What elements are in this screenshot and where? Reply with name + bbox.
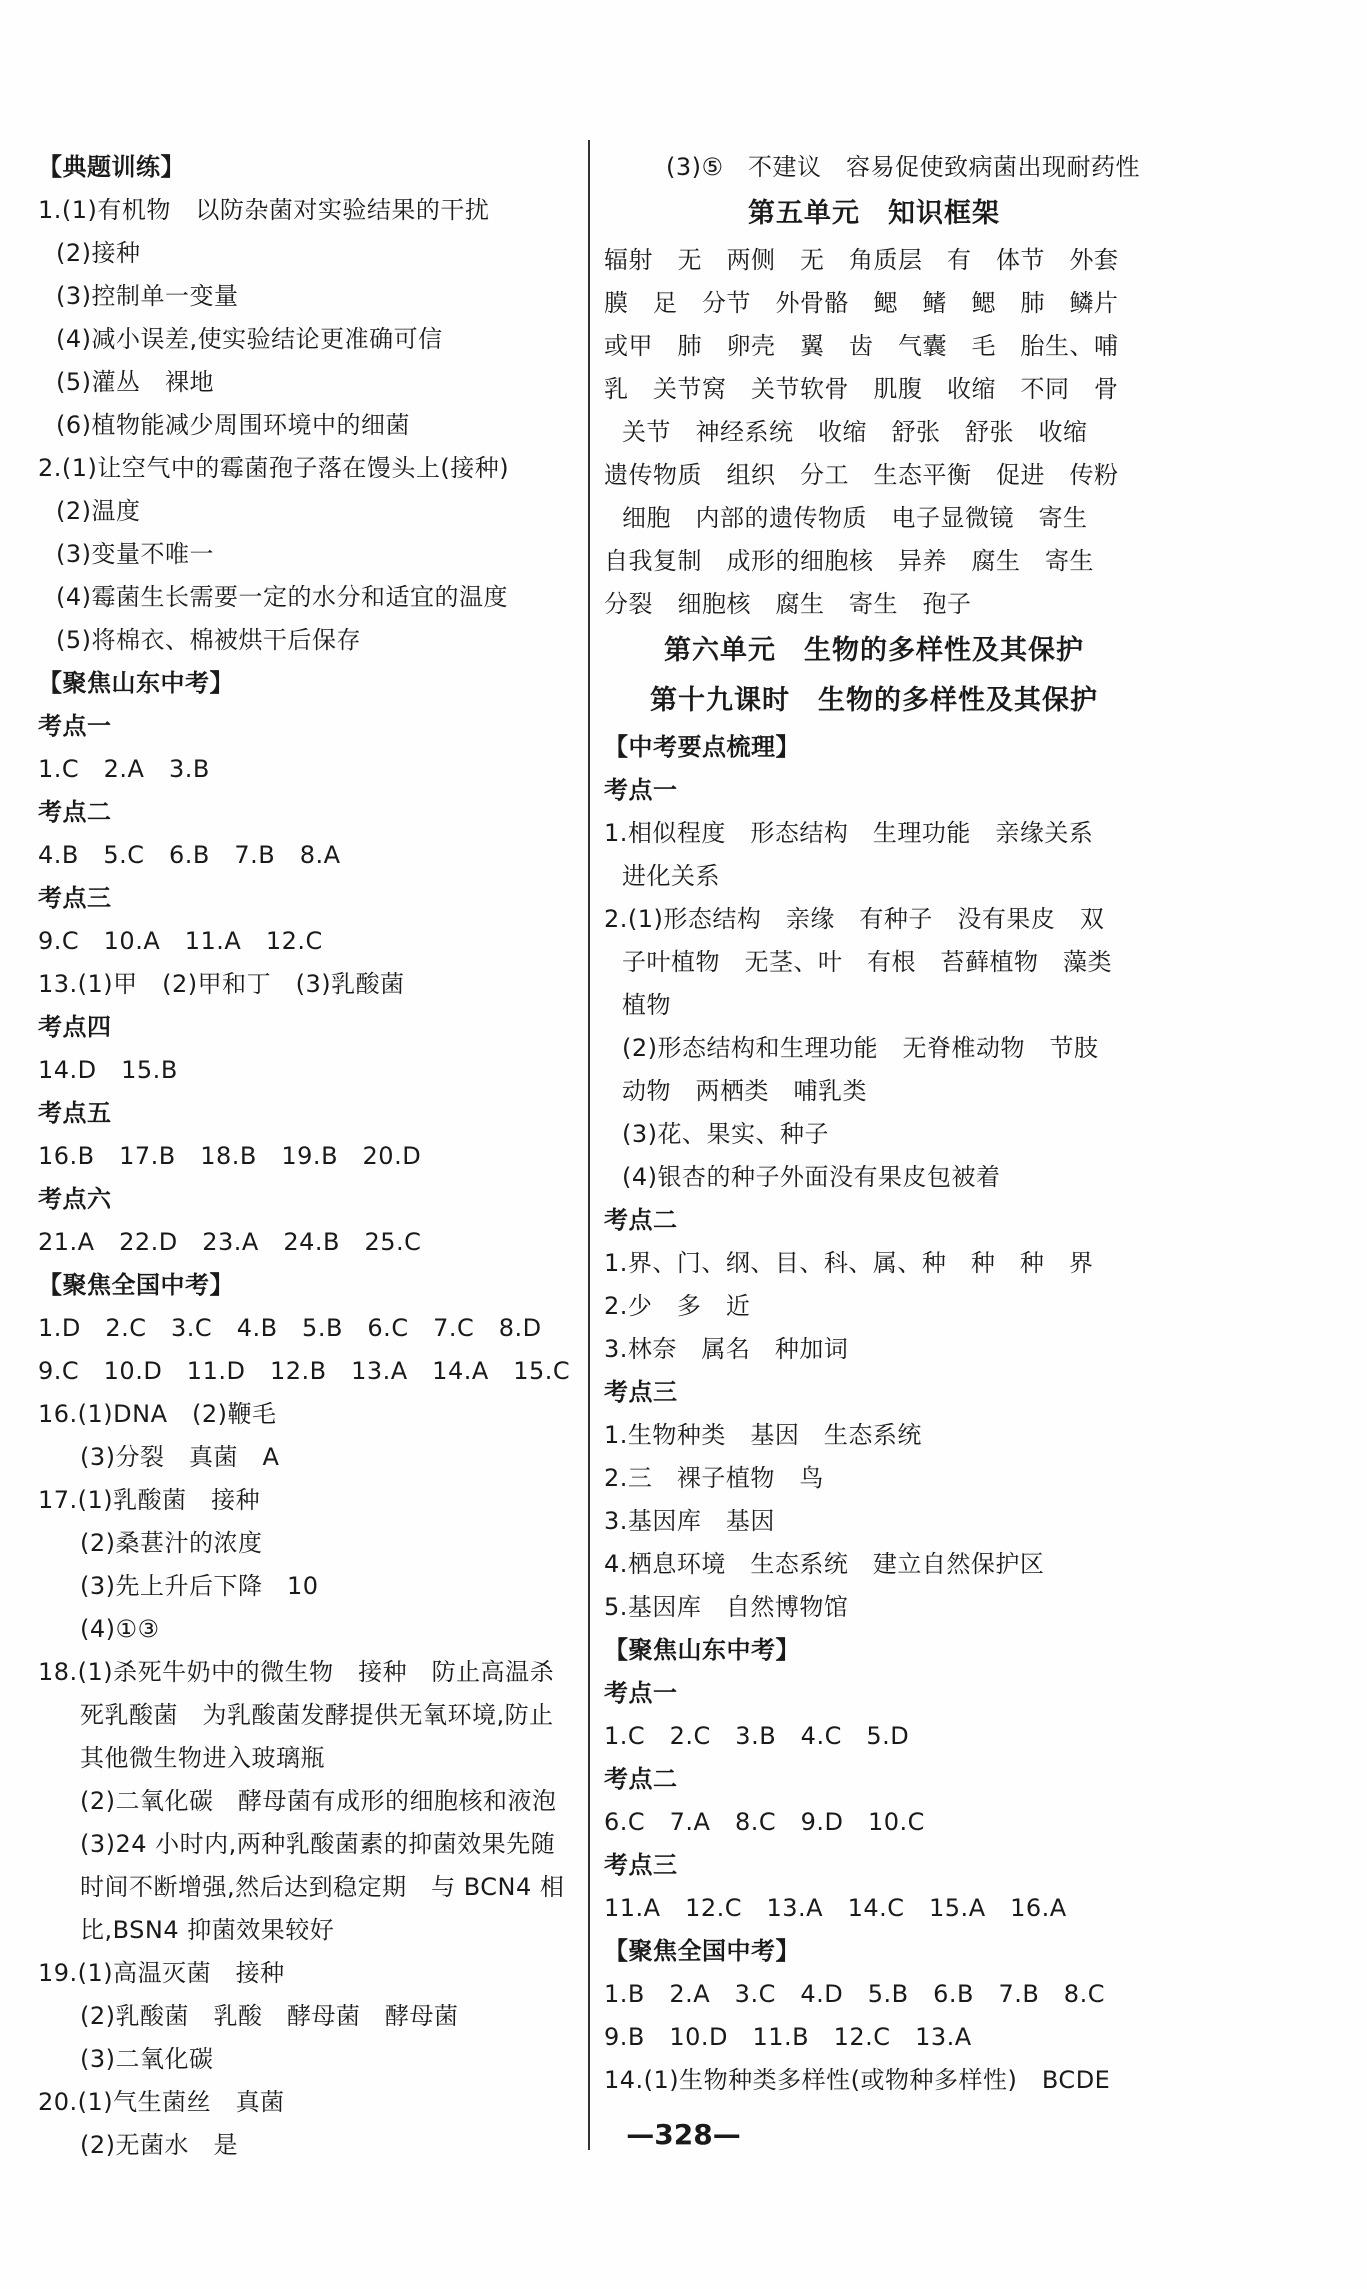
answer-line: 16.(1)DNA (2)鞭毛 bbox=[38, 1400, 277, 1428]
answer-line: (4)霉菌生长需要一定的水分和适宜的温度 bbox=[56, 583, 508, 611]
section-title: 第五单元 知识框架 bbox=[748, 198, 1000, 229]
answer-line: 其他微生物进入玻璃瓶 bbox=[80, 1744, 325, 1772]
answer-line: (3)先上升后下降 10 bbox=[80, 1572, 319, 1600]
answer-line: 2.(1)让空气中的霉菌孢子落在馒头上(接种) bbox=[38, 454, 510, 482]
answer-line: 植物 bbox=[622, 991, 671, 1019]
answer-line: 1.C 2.A 3.B bbox=[38, 755, 210, 783]
section-heading: 考点二 bbox=[38, 798, 112, 826]
answer-line: 自我复制 成形的细胞核 异养 腐生 寄生 bbox=[604, 547, 1094, 575]
section-heading: 【聚焦山东中考】 bbox=[604, 1636, 800, 1664]
answer-line: 3.林奈 属名 种加词 bbox=[604, 1335, 849, 1363]
answer-line: (3)24 小时内,两种乳酸菌素的抑菌效果先随 bbox=[80, 1830, 556, 1858]
answer-line: 死乳酸菌 为乳酸菌发酵提供无氧环境,防止 bbox=[80, 1701, 554, 1729]
section-heading: 考点三 bbox=[604, 1378, 678, 1406]
answer-line: (4)减小误差,使实验结论更准确可信 bbox=[56, 325, 443, 353]
answer-line: 19.(1)高温灭菌 接种 bbox=[38, 1959, 285, 1987]
section-heading: 考点五 bbox=[38, 1099, 112, 1127]
answer-line: (3)⑤ 不建议 容易促使致病菌出现耐药性 bbox=[666, 153, 1141, 181]
section-title: 第十九课时 生物的多样性及其保护 bbox=[650, 685, 1098, 716]
answer-line: 18.(1)杀死牛奶中的微生物 接种 防止高温杀 bbox=[38, 1658, 555, 1686]
answer-line: (4)银杏的种子外面没有果皮包被着 bbox=[622, 1163, 1001, 1191]
section-heading: 考点一 bbox=[604, 1679, 678, 1707]
answer-line: 9.B 10.D 11.B 12.C 13.A bbox=[604, 2023, 972, 2051]
section-heading: 考点六 bbox=[38, 1185, 112, 1213]
section-heading: 【中考要点梳理】 bbox=[604, 733, 800, 761]
answer-line: (3)花、果实、种子 bbox=[622, 1120, 829, 1148]
section-heading: 考点一 bbox=[38, 712, 112, 740]
answer-line: 11.A 12.C 13.A 14.C 15.A 16.A bbox=[604, 1894, 1067, 1922]
answer-line: 辐射 无 两侧 无 角质层 有 体节 外套 bbox=[604, 246, 1119, 274]
answer-line: (5)灌丛 裸地 bbox=[56, 368, 214, 396]
answer-line: 3.基因库 基因 bbox=[604, 1507, 775, 1535]
answer-line: (3)变量不唯一 bbox=[56, 540, 214, 568]
section-heading: 考点三 bbox=[38, 884, 112, 912]
right-column bbox=[604, 146, 1144, 2102]
answer-line: (3)分裂 真菌 A bbox=[80, 1443, 280, 1471]
answer-line: 9.C 10.D 11.D 12.B 13.A 14.A 15.C bbox=[38, 1357, 571, 1385]
section-heading: 【聚焦山东中考】 bbox=[38, 669, 234, 697]
answer-line: 时间不断增强,然后达到稳定期 与 BCN4 相 bbox=[80, 1873, 565, 1901]
answer-line: 乳 关节窝 关节软骨 肌腹 收缩 不同 骨 bbox=[604, 375, 1119, 403]
answer-line: (3)控制单一变量 bbox=[56, 282, 239, 310]
answer-line: 1.D 2.C 3.C 4.B 5.B 6.C 7.C 8.D bbox=[38, 1314, 542, 1342]
answer-line: 或甲 肺 卵壳 翼 齿 气囊 毛 胎生、哺 bbox=[604, 332, 1119, 360]
answer-line: 膜 足 分节 外骨骼 鳃 鳍 鳃 肺 鳞片 bbox=[604, 289, 1119, 317]
answer-line: (2)形态结构和生理功能 无脊椎动物 节肢 bbox=[622, 1034, 1099, 1062]
answer-line: 进化关系 bbox=[622, 862, 720, 890]
answer-line: 关节 神经系统 收缩 舒张 舒张 收缩 bbox=[622, 418, 1088, 446]
answer-line: 14.D 15.B bbox=[38, 1056, 178, 1084]
section-heading: 考点二 bbox=[604, 1765, 678, 1793]
answer-line: 5.基因库 自然博物馆 bbox=[604, 1593, 849, 1621]
answer-line: (5)将棉衣、棉被烘干后保存 bbox=[56, 626, 361, 654]
answer-line: 9.C 10.A 11.A 12.C bbox=[38, 927, 323, 955]
column-divider bbox=[588, 140, 590, 2150]
answer-line: (2)无菌水 是 bbox=[80, 2131, 238, 2159]
section-heading: 考点四 bbox=[38, 1013, 112, 1041]
answer-line: 1.B 2.A 3.C 4.D 5.B 6.B 7.B 8.C bbox=[604, 1980, 1105, 2008]
section-title: 第六单元 生物的多样性及其保护 bbox=[664, 635, 1084, 666]
answer-line: (2)乳酸菌 乳酸 酵母菌 酵母菌 bbox=[80, 2002, 459, 2030]
section-heading: 【聚焦全国中考】 bbox=[604, 1937, 800, 1965]
answer-line: (4)①③ bbox=[80, 1615, 160, 1643]
answer-line: 17.(1)乳酸菌 接种 bbox=[38, 1486, 261, 1514]
section-heading: 考点三 bbox=[604, 1851, 678, 1879]
page-number: —328— bbox=[626, 2118, 741, 2151]
section-heading: 【典题训练】 bbox=[38, 153, 185, 181]
answer-line: 13.(1)甲 (2)甲和丁 (3)乳酸菌 bbox=[38, 970, 405, 998]
answer-line: 1.生物种类 基因 生态系统 bbox=[604, 1421, 922, 1449]
answer-line: 2.三 裸子植物 鸟 bbox=[604, 1464, 824, 1492]
answer-line: 6.C 7.A 8.C 9.D 10.C bbox=[604, 1808, 925, 1836]
answer-line: 14.(1)生物种类多样性(或物种多样性) BCDE bbox=[604, 2066, 1111, 2094]
left-column bbox=[38, 146, 583, 2167]
answer-line: 4.栖息环境 生态系统 建立自然保护区 bbox=[604, 1550, 1045, 1578]
answer-line: 1.C 2.C 3.B 4.C 5.D bbox=[604, 1722, 910, 1750]
answer-line: 2.(1)形态结构 亲缘 有种子 没有果皮 双 bbox=[604, 905, 1105, 933]
section-heading: 考点二 bbox=[604, 1206, 678, 1234]
section-heading: 【聚焦全国中考】 bbox=[38, 1271, 234, 1299]
answer-line: 动物 两栖类 哺乳类 bbox=[622, 1077, 867, 1105]
answer-line: 1.界、门、纲、目、科、属、种 种 种 界 bbox=[604, 1249, 1094, 1277]
answer-line: (2)接种 bbox=[56, 239, 141, 267]
answer-line: 1.(1)有机物 以防杂菌对实验结果的干扰 bbox=[38, 196, 490, 224]
answer-line: 比,BSN4 抑菌效果较好 bbox=[80, 1916, 335, 1944]
answer-line: 分裂 细胞核 腐生 寄生 孢子 bbox=[604, 590, 972, 618]
answer-line: 4.B 5.C 6.B 7.B 8.A bbox=[38, 841, 341, 869]
section-heading: 考点一 bbox=[604, 776, 678, 804]
answer-line: (3)二氧化碳 bbox=[80, 2045, 214, 2073]
answer-line: (2)温度 bbox=[56, 497, 141, 525]
answer-line: 遗传物质 组织 分工 生态平衡 促进 传粉 bbox=[604, 461, 1119, 489]
answer-line: 20.(1)气生菌丝 真菌 bbox=[38, 2088, 285, 2116]
answer-line: 16.B 17.B 18.B 19.B 20.D bbox=[38, 1142, 422, 1170]
answer-line: 1.相似程度 形态结构 生理功能 亲缘关系 bbox=[604, 819, 1094, 847]
answer-line: 子叶植物 无茎、叶 有根 苔藓植物 藻类 bbox=[622, 948, 1112, 976]
answer-line: (2)桑葚汁的浓度 bbox=[80, 1529, 263, 1557]
answer-line: (6)植物能减少周围环境中的细菌 bbox=[56, 411, 410, 439]
answer-line: 细胞 内部的遗传物质 电子显微镜 寄生 bbox=[622, 504, 1088, 532]
answer-line: 2.少 多 近 bbox=[604, 1292, 751, 1320]
answer-line: (2)二氧化碳 酵母菌有成形的细胞核和液泡 bbox=[80, 1787, 557, 1815]
answer-line: 21.A 22.D 23.A 24.B 25.C bbox=[38, 1228, 422, 1256]
